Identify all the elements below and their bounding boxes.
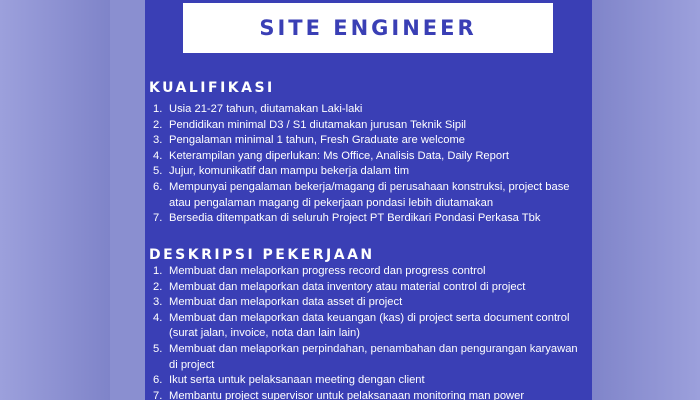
kualifikasi-item-text: Keterampilan yang diperlukan: Ms Office, Analisis Data, Daily Report [169,149,509,162]
kualifikasi-item-number: 3. [153,134,163,147]
deskripsi-item [153,295,583,311]
deskripsi-item-number: 5. [153,342,163,355]
kualifikasi-item-number: 1. [153,103,163,115]
deskripsi-item-text: Membuat dan melaporkan perpindahan, penambahan dan pengurangan karyawan di project [169,342,578,371]
deskripsi-item-number: 6. [153,374,163,387]
kualifikasi-item-number: 2. [153,118,163,131]
deskripsi-item-number: 7. [153,389,163,400]
deskripsi-item [153,311,583,342]
kualifikasi-item-number: 5. [153,165,163,178]
kualifikasi-item [153,118,583,134]
job-title: SITE ENGINEER [259,16,477,40]
deskripsi-item-text: Membuat dan melaporkan data asset di project [169,296,403,309]
kualifikasi-heading: KUALIFIKASI [149,80,275,96]
kualifikasi-item-number: 4. [153,149,163,162]
kualifikasi-item [153,102,583,118]
title-banner [183,3,553,53]
kualifikasi-item-text: Pengalaman minimal 1 tahun, Fresh Graduate are welcome [169,134,465,147]
deskripsi-item-number: 3. [153,296,163,309]
background-right [590,0,700,400]
deskripsi-item-text: Ikut serta untuk pelaksanaan meeting dengan client [169,374,425,387]
deskripsi-item [153,373,583,389]
deskripsi-item [153,280,583,296]
kualifikasi-item-text: Bersedia ditempatkan di seluruh Project PT Berdikari Pondasi Perkasa Tbk [169,212,541,225]
deskripsi-item-text: Membuat dan melaporkan data inventory atau material control di project [169,280,526,293]
kualifikasi-item [153,180,583,211]
kualifikasi-item [153,149,583,165]
deskripsi-item-text: Membuat dan melaporkan progress record dan progress control [169,265,486,277]
deskripsi-item-number: 2. [153,280,163,293]
background-left [0,0,110,400]
deskripsi-item-text: Membantu project supervisor untuk pelaksanaan monitoring man power [169,389,525,400]
deskripsi-item-text: Membuat dan melaporkan data keuangan (kas) di project serta document control (surat jalan, invoice, nota dan lain lain) [169,311,570,340]
kualifikasi-item-text: Pendidikan minimal D3 / S1 diutamakan jurusan Teknik Sipil [169,118,467,131]
kualifikasi-item [153,164,583,180]
kualifikasi-list [153,102,583,227]
deskripsi-item-number: 1. [153,265,163,277]
kualifikasi-item [153,211,583,227]
kualifikasi-item-number: 6. [153,180,163,193]
deskripsi-list [153,264,583,400]
job-poster [145,0,592,400]
deskripsi-item [153,389,583,400]
kualifikasi-item [153,133,583,149]
deskripsi-item-number: 4. [153,311,163,324]
deskripsi-item [153,342,583,373]
deskripsi-heading: DESKRIPSI PEKERJAAN [149,247,375,263]
kualifikasi-item-text: Usia 21-27 tahun, diutamakan Laki-laki [169,103,363,115]
deskripsi-item [153,264,583,280]
kualifikasi-item-text: Mempunyai pengalaman bekerja/magang di perusahaan konstruksi, project base atau pengalaman magang di pekerjaan pondasi lebih diutamakan [169,180,570,209]
kualifikasi-item-text: Jujur, komunikatif dan mampu bekerja dalam tim [169,165,410,178]
kualifikasi-item-number: 7. [153,212,163,225]
